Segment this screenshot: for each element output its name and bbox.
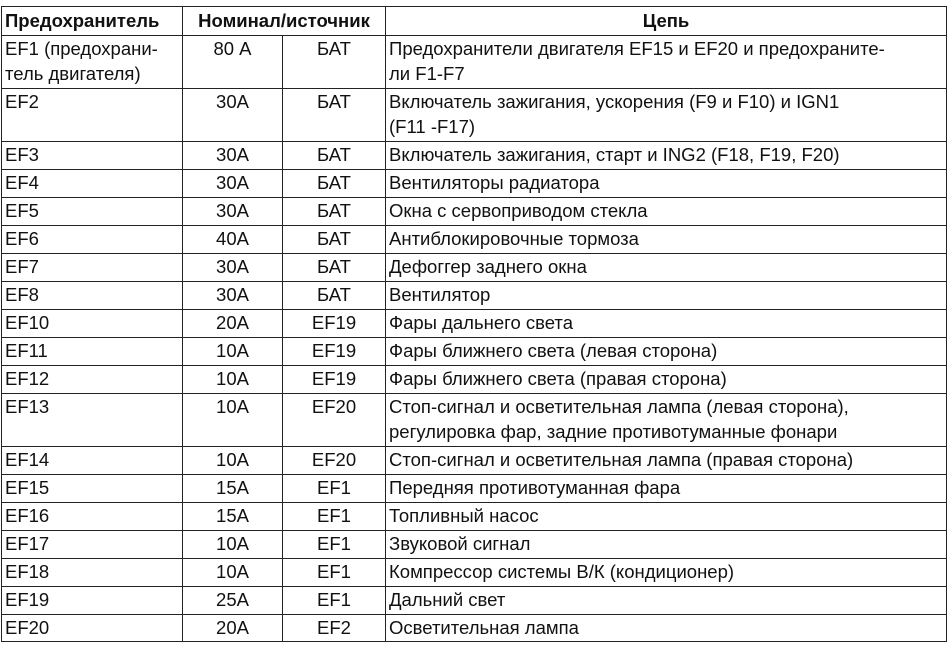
circuit-cell: Стоп-сигнал и осветительная лампа (левая сторона), регулировка фар, задние противотуманные фонари (386, 394, 947, 447)
source-cell: EF1 (283, 531, 386, 559)
fuse-cell: EF15 (2, 475, 183, 503)
table-row (2, 503, 947, 531)
fuse-cell: EF2 (2, 89, 183, 142)
fuse-cell: EF5 (2, 198, 183, 226)
fuse-table (1, 6, 947, 642)
source-cell: EF2 (283, 615, 386, 642)
fuse-cell: EF6 (2, 226, 183, 254)
source-cell: БАТ (283, 226, 386, 254)
circuit-cell: Передняя противотуманная фара (386, 475, 947, 503)
rating-cell: 10А (183, 559, 283, 587)
table-row (2, 36, 947, 89)
rating-cell: 30А (183, 89, 283, 142)
source-cell: EF19 (283, 310, 386, 338)
rating-cell: 30А (183, 198, 283, 226)
source-cell: БАТ (283, 170, 386, 198)
circuit-cell: Осветительная лампа (386, 615, 947, 642)
source-cell: БАТ (283, 282, 386, 310)
fuse-cell: EF3 (2, 142, 183, 170)
table-row (2, 89, 947, 142)
circuit-cell: Включатель зажигания, старт и ING2 (F18, F19, F20) (386, 142, 947, 170)
rating-cell: 30А (183, 170, 283, 198)
circuit-cell: Дефоггер заднего окна (386, 254, 947, 282)
source-cell: EF1 (283, 587, 386, 615)
fuse-cell: EF20 (2, 615, 183, 642)
rating-cell: 30А (183, 254, 283, 282)
circuit-cell: Включатель зажигания, ускорения (F9 и F10) и IGN1 (F11 -F17) (386, 89, 947, 142)
header-rating-source: Номинал/источник (183, 7, 386, 36)
circuit-cell: Фары ближнего света (левая сторона) (386, 338, 947, 366)
circuit-cell: Фары дальнего света (386, 310, 947, 338)
source-cell: EF19 (283, 338, 386, 366)
circuit-cell: Стоп-сигнал и осветительная лампа (правая сторона) (386, 447, 947, 475)
table-row (2, 226, 947, 254)
rating-cell: 25А (183, 587, 283, 615)
source-cell: EF20 (283, 447, 386, 475)
source-cell: EF20 (283, 394, 386, 447)
table-row (2, 587, 947, 615)
fuse-cell: EF17 (2, 531, 183, 559)
circuit-cell: Вентилятор (386, 282, 947, 310)
fuse-cell: EF10 (2, 310, 183, 338)
fuse-cell: EF14 (2, 447, 183, 475)
rating-cell: 15А (183, 503, 283, 531)
circuit-cell: Дальний свет (386, 587, 947, 615)
fuse-cell: EF11 (2, 338, 183, 366)
rating-cell: 10А (183, 447, 283, 475)
circuit-cell: Антиблокировочные тормоза (386, 226, 947, 254)
rating-cell: 15А (183, 475, 283, 503)
table-row (2, 615, 947, 642)
rating-cell: 80 А (183, 36, 283, 89)
table-row (2, 559, 947, 587)
rating-cell: 10А (183, 366, 283, 394)
fuse-cell: EF19 (2, 587, 183, 615)
header-fuse: Предохранитель (2, 7, 183, 36)
circuit-cell: Компрессор системы В/К (кондиционер) (386, 559, 947, 587)
source-cell: EF1 (283, 475, 386, 503)
table-row (2, 310, 947, 338)
rating-cell: 30А (183, 142, 283, 170)
rating-cell: 10А (183, 394, 283, 447)
table-row (2, 475, 947, 503)
table-row (2, 170, 947, 198)
fuse-cell: EF1 (предохрани- тель двигателя) (2, 36, 183, 89)
rating-cell: 30А (183, 282, 283, 310)
circuit-cell: Окна с сервоприводом стекла (386, 198, 947, 226)
source-cell: БАТ (283, 89, 386, 142)
table-row (2, 282, 947, 310)
circuit-cell: Предохранители двигателя EF15 и EF20 и предохраните- ли F1-F7 (386, 36, 947, 89)
rating-cell: 10А (183, 338, 283, 366)
rating-cell: 20А (183, 615, 283, 642)
fuse-cell: EF18 (2, 559, 183, 587)
table-row (2, 142, 947, 170)
fuse-cell: EF4 (2, 170, 183, 198)
header-circuit: Цепь (386, 7, 947, 36)
table-row (2, 254, 947, 282)
table-row (2, 447, 947, 475)
source-cell: EF1 (283, 503, 386, 531)
source-cell: EF1 (283, 559, 386, 587)
rating-cell: 40А (183, 226, 283, 254)
rating-cell: 20А (183, 310, 283, 338)
fuse-cell: EF13 (2, 394, 183, 447)
circuit-cell: Фары ближнего света (правая сторона) (386, 366, 947, 394)
table-row (2, 531, 947, 559)
source-cell: БАТ (283, 254, 386, 282)
source-cell: БАТ (283, 36, 386, 89)
source-cell: EF19 (283, 366, 386, 394)
fuse-cell: EF8 (2, 282, 183, 310)
circuit-cell: Топливный насос (386, 503, 947, 531)
table-row (2, 338, 947, 366)
fuse-cell: EF12 (2, 366, 183, 394)
source-cell: БАТ (283, 142, 386, 170)
circuit-cell: Вентиляторы радиатора (386, 170, 947, 198)
table-row (2, 394, 947, 447)
fuse-cell: EF16 (2, 503, 183, 531)
table-body (2, 36, 947, 642)
rating-cell: 10А (183, 531, 283, 559)
source-cell: БАТ (283, 198, 386, 226)
fuse-cell: EF7 (2, 254, 183, 282)
circuit-cell: Звуковой сигнал (386, 531, 947, 559)
header-row (2, 7, 947, 36)
table-row (2, 198, 947, 226)
table-row (2, 366, 947, 394)
